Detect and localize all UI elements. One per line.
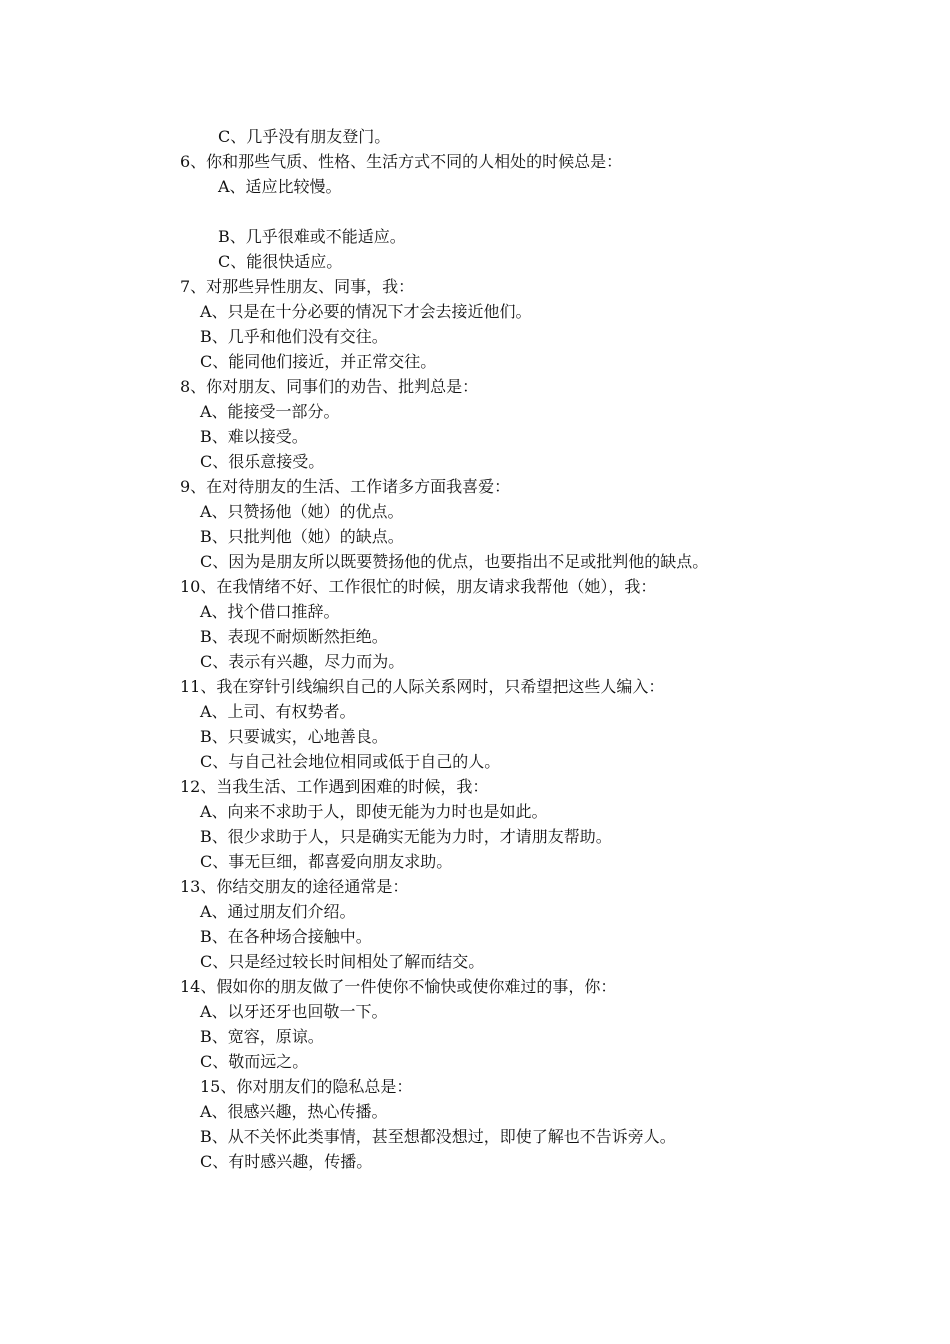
option-line: B、几乎很难或不能适应。 bbox=[218, 227, 406, 246]
question-line: 7、对那些异性朋友、同事，我： bbox=[180, 277, 415, 296]
option-line: C、敬而远之。 bbox=[200, 1052, 309, 1071]
question-line: 15、你对朋友们的隐私总是： bbox=[200, 1077, 413, 1096]
option-line: A、很感兴趣，热心传播。 bbox=[200, 1102, 388, 1121]
option-line: C、事无巨细，都喜爱向朋友求助。 bbox=[200, 852, 453, 871]
question-line: 8、你对朋友、同事们的劝告、批判总是： bbox=[180, 377, 479, 396]
option-line: A、只是在十分必要的情况下才会去接近他们。 bbox=[200, 302, 532, 321]
option-line: B、表现不耐烦断然拒绝。 bbox=[200, 627, 388, 646]
option-line: C、与自己社会地位相同或低于自己的人。 bbox=[200, 752, 501, 771]
question-line: 11、我在穿针引线编织自己的人际关系网时，只希望把这些人编入： bbox=[180, 677, 665, 696]
question-line: 14、假如你的朋友做了一件使你不愉快或使你难过的事，你： bbox=[180, 977, 617, 996]
option-line: C、表示有兴趣，尽力而为。 bbox=[200, 652, 405, 671]
option-line: B、几乎和他们没有交往。 bbox=[200, 327, 388, 346]
option-line: C、能很快适应。 bbox=[218, 252, 343, 271]
option-line: C、能同他们接近，并正常交往。 bbox=[200, 352, 437, 371]
option-line: B、宽容，原谅。 bbox=[200, 1027, 324, 1046]
option-line: B、难以接受。 bbox=[200, 427, 308, 446]
question-line: 9、在对待朋友的生活、工作诸多方面我喜爱： bbox=[180, 477, 511, 496]
option-line: B、在各种场合接触中。 bbox=[200, 927, 372, 946]
question-line: 10、在我情绪不好、工作很忙的时候，朋友请求我帮他（她），我： bbox=[180, 577, 657, 596]
option-line: A、只赞扬他（她）的优点。 bbox=[200, 502, 404, 521]
option-line: A、找个借口推辞。 bbox=[200, 602, 340, 621]
option-line: A、适应比较慢。 bbox=[218, 177, 342, 196]
option-line: C、有时感兴趣，传播。 bbox=[200, 1152, 373, 1171]
option-line: C、几乎没有朋友登门。 bbox=[218, 127, 391, 146]
option-line: B、只要诚实，心地善良。 bbox=[200, 727, 388, 746]
option-line: C、只是经过较长时间相处了解而结交。 bbox=[200, 952, 485, 971]
question-line: 12、当我生活、工作遇到困难的时候，我： bbox=[180, 777, 489, 796]
option-line: A、通过朋友们介绍。 bbox=[200, 902, 356, 921]
option-line: A、能接受一部分。 bbox=[200, 402, 340, 421]
option-line: B、只批判他（她）的缺点。 bbox=[200, 527, 404, 546]
option-line: C、很乐意接受。 bbox=[200, 452, 325, 471]
option-line: A、以牙还牙也回敬一下。 bbox=[200, 1002, 388, 1021]
option-line: B、很少求助于人，只是确实无能为力时，才请朋友帮助。 bbox=[200, 827, 612, 846]
option-line: A、上司、有权势者。 bbox=[200, 702, 356, 721]
option-line: C、因为是朋友所以既要赞扬他的优点，也要指出不足或批判他的缺点。 bbox=[200, 552, 709, 571]
option-line: A、向来不求助于人，即使无能为力时也是如此。 bbox=[200, 802, 548, 821]
option-line: B、从不关怀此类事情，甚至想都没想过，即使了解也不告诉旁人。 bbox=[200, 1127, 676, 1146]
question-line: 13、你结交朋友的途径通常是： bbox=[180, 877, 409, 896]
question-line: 6、你和那些气质、性格、生活方式不同的人相处的时候总是： bbox=[180, 152, 623, 171]
